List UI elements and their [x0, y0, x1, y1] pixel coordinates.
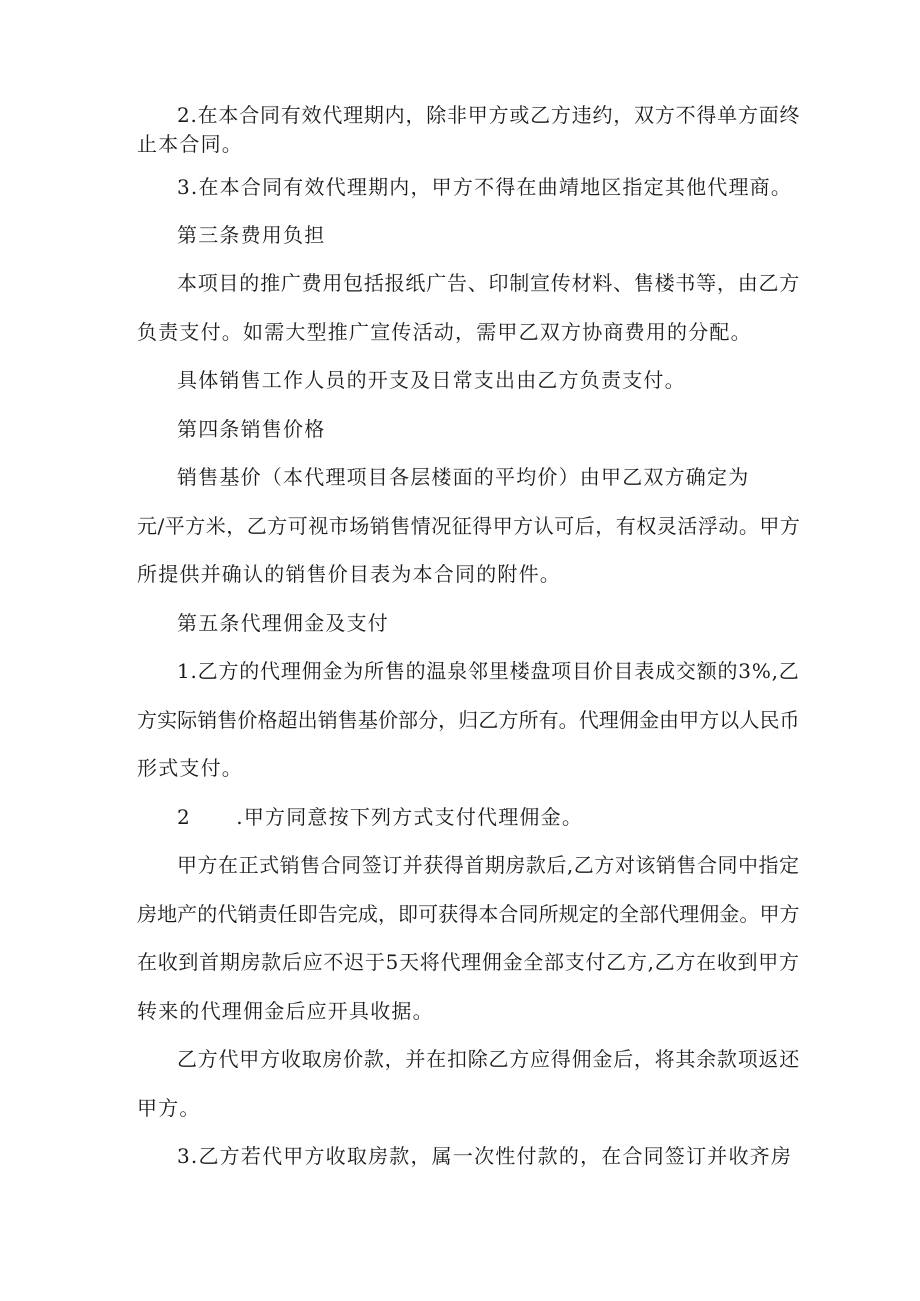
article-5-heading: 第五条代理佣金及支付 [177, 611, 389, 635]
clause-2-line-2: 止本合同。 [137, 132, 243, 156]
article-5-para-2-line-1: 乙方代甲方收取房价款，并在扣除乙方应得佣金后，将其余款项返还 [177, 1047, 800, 1071]
article-4-para-line-2: 元/平方米，乙方可视市场销售情况征得甲方认可后，有权灵活浮动。甲方 [137, 514, 801, 538]
article-4-heading: 第四条销售价格 [177, 417, 326, 441]
article-5-clause-2: 2 .甲方同意按下列方式支付代理佣金。 [177, 805, 584, 829]
article-5-clause-1-line-2: 方实际销售价格超出销售基价部分，归乙方所有。代理佣金由甲方以人民币 [137, 708, 800, 732]
article-5-para-line-4: 转来的代理佣金后应开具收据。 [137, 999, 434, 1023]
article-5-para-line-2: 房地产的代销责任即告完成，即可获得本合同所规定的全部代理佣金。甲方 [137, 902, 800, 926]
clause-3-line-1: 3.在本合同有效代理期内，甲方不得在曲靖地区指定其他代理商。 [177, 175, 793, 199]
article-4-para-line-1: 销售基价（本代理项目各层楼面的平均价）由甲乙双方确定为 [177, 465, 750, 489]
article-3-para-1-line-1: 本项目的推广费用包括报纸广告、印制宣传材料、售楼书等，由乙方 [177, 271, 800, 295]
article-3-heading: 第三条费用负担 [177, 223, 326, 247]
article-5-clause-1-line-1: 1.乙方的代理佣金为所售的温泉邻里楼盘项目价目表成交额的3%,乙 [177, 659, 800, 683]
article-5-para-2-line-2: 甲方。 [137, 1096, 201, 1120]
article-3-para-1-line-2: 负责支付。如需大型推广宣传活动，需甲乙双方协商费用的分配。 [137, 320, 752, 344]
article-5-para-line-1: 甲方在正式销售合同签订并获得首期房款后,乙方对该销售合同中指定 [177, 853, 800, 877]
article-3-para-2: 具体销售工作人员的开支及日常支出由乙方负责支付。 [177, 368, 686, 392]
clause-2-line-1: 2.在本合同有效代理期内，除非甲方或乙方违约，双方不得单方面终 [177, 103, 801, 127]
article-5-para-line-3: 在收到首期房款后应不迟于5天将代理佣金全部支付乙方,乙方在收到甲方 [137, 950, 800, 974]
article-5-clause-1-line-3: 形式支付。 [137, 756, 243, 780]
article-5-clause-3-line-1: 3.乙方若代甲方收取房款，属一次性付款的，在合同签订并收齐房 [177, 1144, 793, 1168]
article-4-para-line-3: 所提供并确认的销售价目表为本合同的附件。 [137, 562, 561, 586]
